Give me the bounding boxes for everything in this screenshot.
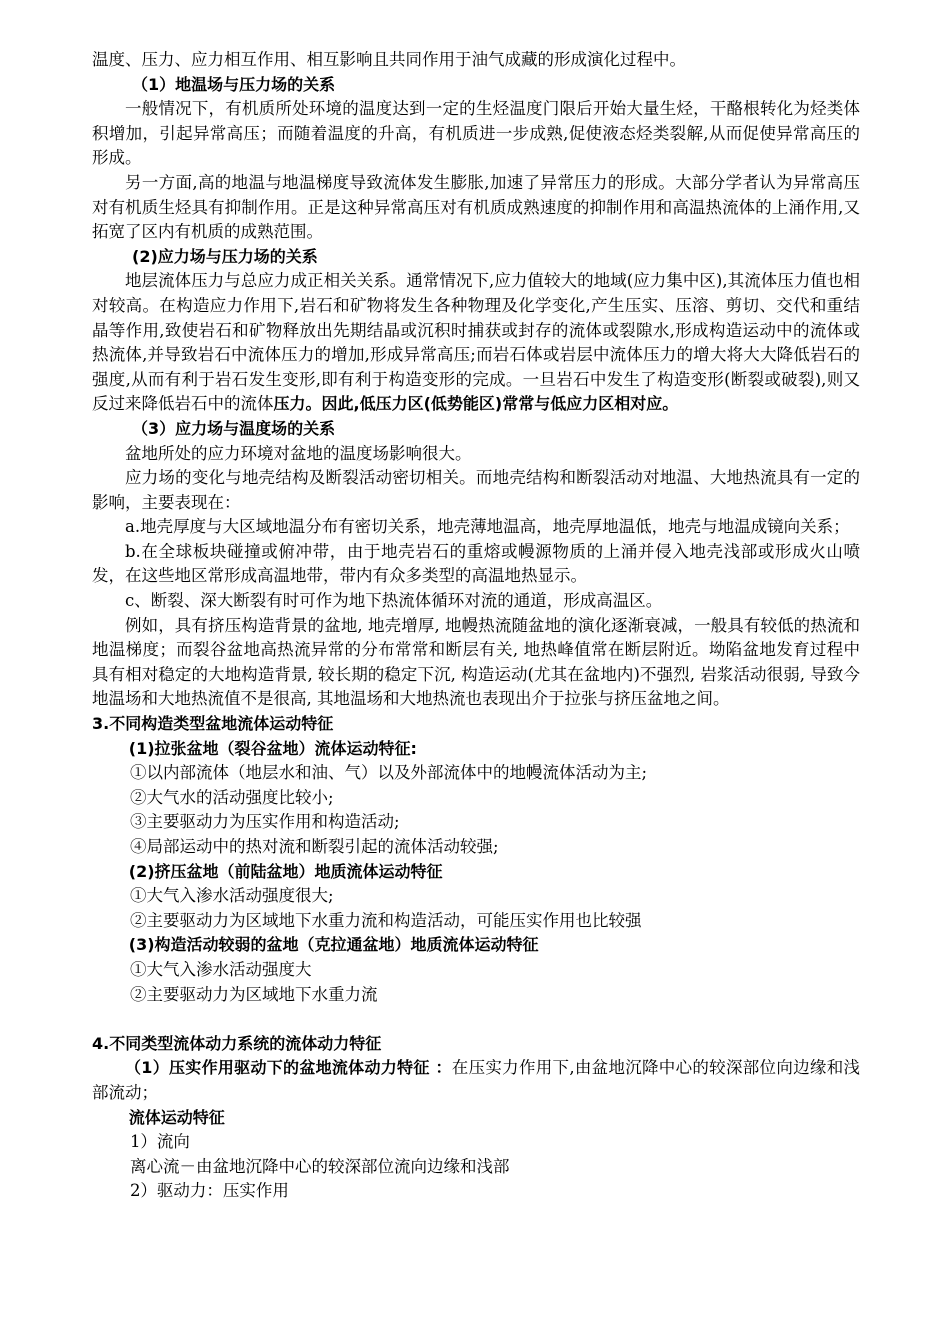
paragraph-6: a.地壳厚度与大区域地温分布有密切关系，地壳薄地温高，地壳厚地温低，地壳与地温成镜向关系； bbox=[125, 517, 850, 537]
list-item: ①大气入渗水活动强度大 bbox=[129, 959, 312, 979]
blank-line bbox=[92, 1007, 860, 1032]
paragraph-3-text: 地层流体压力与总应力成正相关关系。通常情况下,应力值较大的地域(应力集中区),其流体压力值也相对较高。在构造应力作用下,岩石和矿物将发生各种物理及化学变化,产生压实、压溶、剪切、交代和重结晶等作用,致使岩石和矿物释放出先期结晶或沉积时捕获或封存的流体或裂隙水,形成构造运动中的流体或热流体,并导致岩石中流体压力的增加,形成异常高压;而岩石体或岩层中流体压力的增大将大大降低岩石的强度,从而有利于岩石发生变形,即有利于构造变形的完成。一旦岩石中发生了构造变形(断裂或破裂),则又反过来降低岩石中的流体 bbox=[92, 271, 860, 414]
section-3-sub-b: (2)挤压盆地（前陆盆地）地质流体运动特征 bbox=[128, 861, 443, 881]
list-item: ①以内部流体（地层水和油、气）以及外部流体中的地幔流体活动为主; bbox=[129, 763, 647, 783]
list-item: ②大气水的活动强度比较小; bbox=[129, 787, 334, 807]
flow-features-heading: 流体运动特征 bbox=[128, 1107, 225, 1127]
list-item: ①大气入渗水活动强度很大; bbox=[129, 886, 334, 906]
list-item: 2）驱动力：压实作用 bbox=[129, 1181, 289, 1201]
paragraph-8: c、断裂、深大断裂有时可作为地下热流体循环对流的通道，形成高温区。 bbox=[125, 591, 663, 611]
heading-2: (2)应力场与压力场的关系 bbox=[132, 246, 318, 266]
document-page bbox=[92, 48, 860, 1204]
paragraph-3-bold: 压力。因此,低压力区(低势能区)常常与低应力区相对应。 bbox=[273, 394, 679, 414]
list-item: ③主要驱动力为压实作用和构造活动; bbox=[129, 812, 400, 832]
list-item: 1）流向 bbox=[129, 1132, 190, 1152]
paragraph-1: 一般情况下，有机质所处环境的温度达到一定的生烃温度门限后开始大量生烃，干酪根转化为烃类体积增加，引起异常高压；而随着温度的升高，有机质进一步成熟,促使液态烃类裂解,从而促使异常高压的形成。 bbox=[92, 99, 860, 168]
list-item: 离心流－由盆地沉降中心的较深部位流向边缘和浅部 bbox=[129, 1156, 510, 1176]
section-4-sub-a-heading: （1）压实作用驱动下的盆地流体动力特征 ： bbox=[125, 1058, 452, 1078]
section-4-title: 4.不同类型流体动力系统的流体动力特征 bbox=[92, 1033, 382, 1053]
list-item: ④局部运动中的热对流和断裂引起的流体活动较强; bbox=[129, 837, 499, 856]
heading-1: （1）地温场与压力场的关系 bbox=[132, 74, 336, 94]
list-item: ②主要驱动力为区域地下水重力流 bbox=[129, 984, 378, 1004]
section-3-title: 3.不同构造类型盆地流体运动特征 bbox=[92, 714, 334, 734]
paragraph-7: b.在全球板块碰撞或俯冲带，由于地壳岩石的重熔或幔源物质的上涌并侵入地壳浅部或形成火山喷发，在这些地区常形成高温地带，带内有众多类型的高温地热显示。 bbox=[92, 541, 860, 586]
section-3-sub-c: (3)构造活动较弱的盆地（克拉通盆地）地质流体运动特征 bbox=[128, 935, 539, 955]
paragraph-3 bbox=[92, 269, 860, 417]
intro-text: 温度、压力、应力相互作用、相互影响且共同作用于油气成藏的形成演化过程中。 bbox=[92, 50, 686, 69]
list-item: ②主要驱动力为区域地下水重力流和构造活动，可能压实作用也比较强 bbox=[129, 910, 642, 930]
paragraph-5: 应力场的变化与地壳结构及断裂活动密切相关。而地壳结构和断裂活动对地温、大地热流具有一定的影响，主要表现在： bbox=[92, 468, 860, 512]
section-4-sub-a bbox=[92, 1056, 860, 1105]
section-4-sub-a-text: 在压实力作用下,由盆地沉降中心的较深部位向边缘和浅部流动； bbox=[92, 1058, 860, 1102]
section-3-sub-a: (1)拉张盆地（裂谷盆地）流体运动特征: bbox=[128, 738, 417, 758]
paragraph-9: 例如，具有挤压构造背景的盆地, 地壳增厚, 地幔热流随盆地的演化逐渐衰减，一般具有较低的热流和地温梯度；而裂谷盆地高热流异常的分布常常和断层有关, 地热峰值常在断层附近。坳陷盆地发育过程中具有相对稳定的大地构造背景, 较长期的稳定下沉, 构造运动(尤其在盆地内)不强烈, 岩浆活动很弱, 导致今地温场和大地热流值不是很高, 其地温场和大地热流也表现出介于拉张与挤压盆地之间。 bbox=[92, 615, 860, 709]
paragraph-2: 另一方面,高的地温与地温梯度导致流体发生膨胀,加速了异常压力的形成。大部分学者认为异常高压对有机质生烃具有抑制作用。正是这种异常高压对有机质成熟速度的抑制作用和高温热流体的上涌作用,又拓宽了区内有机质的成熟范围。 bbox=[92, 172, 860, 242]
paragraph-4: 盆地所处的应力环境对盆地的温度场影响很大。 bbox=[125, 443, 472, 463]
heading-3: （3）应力场与温度场的关系 bbox=[132, 418, 336, 438]
